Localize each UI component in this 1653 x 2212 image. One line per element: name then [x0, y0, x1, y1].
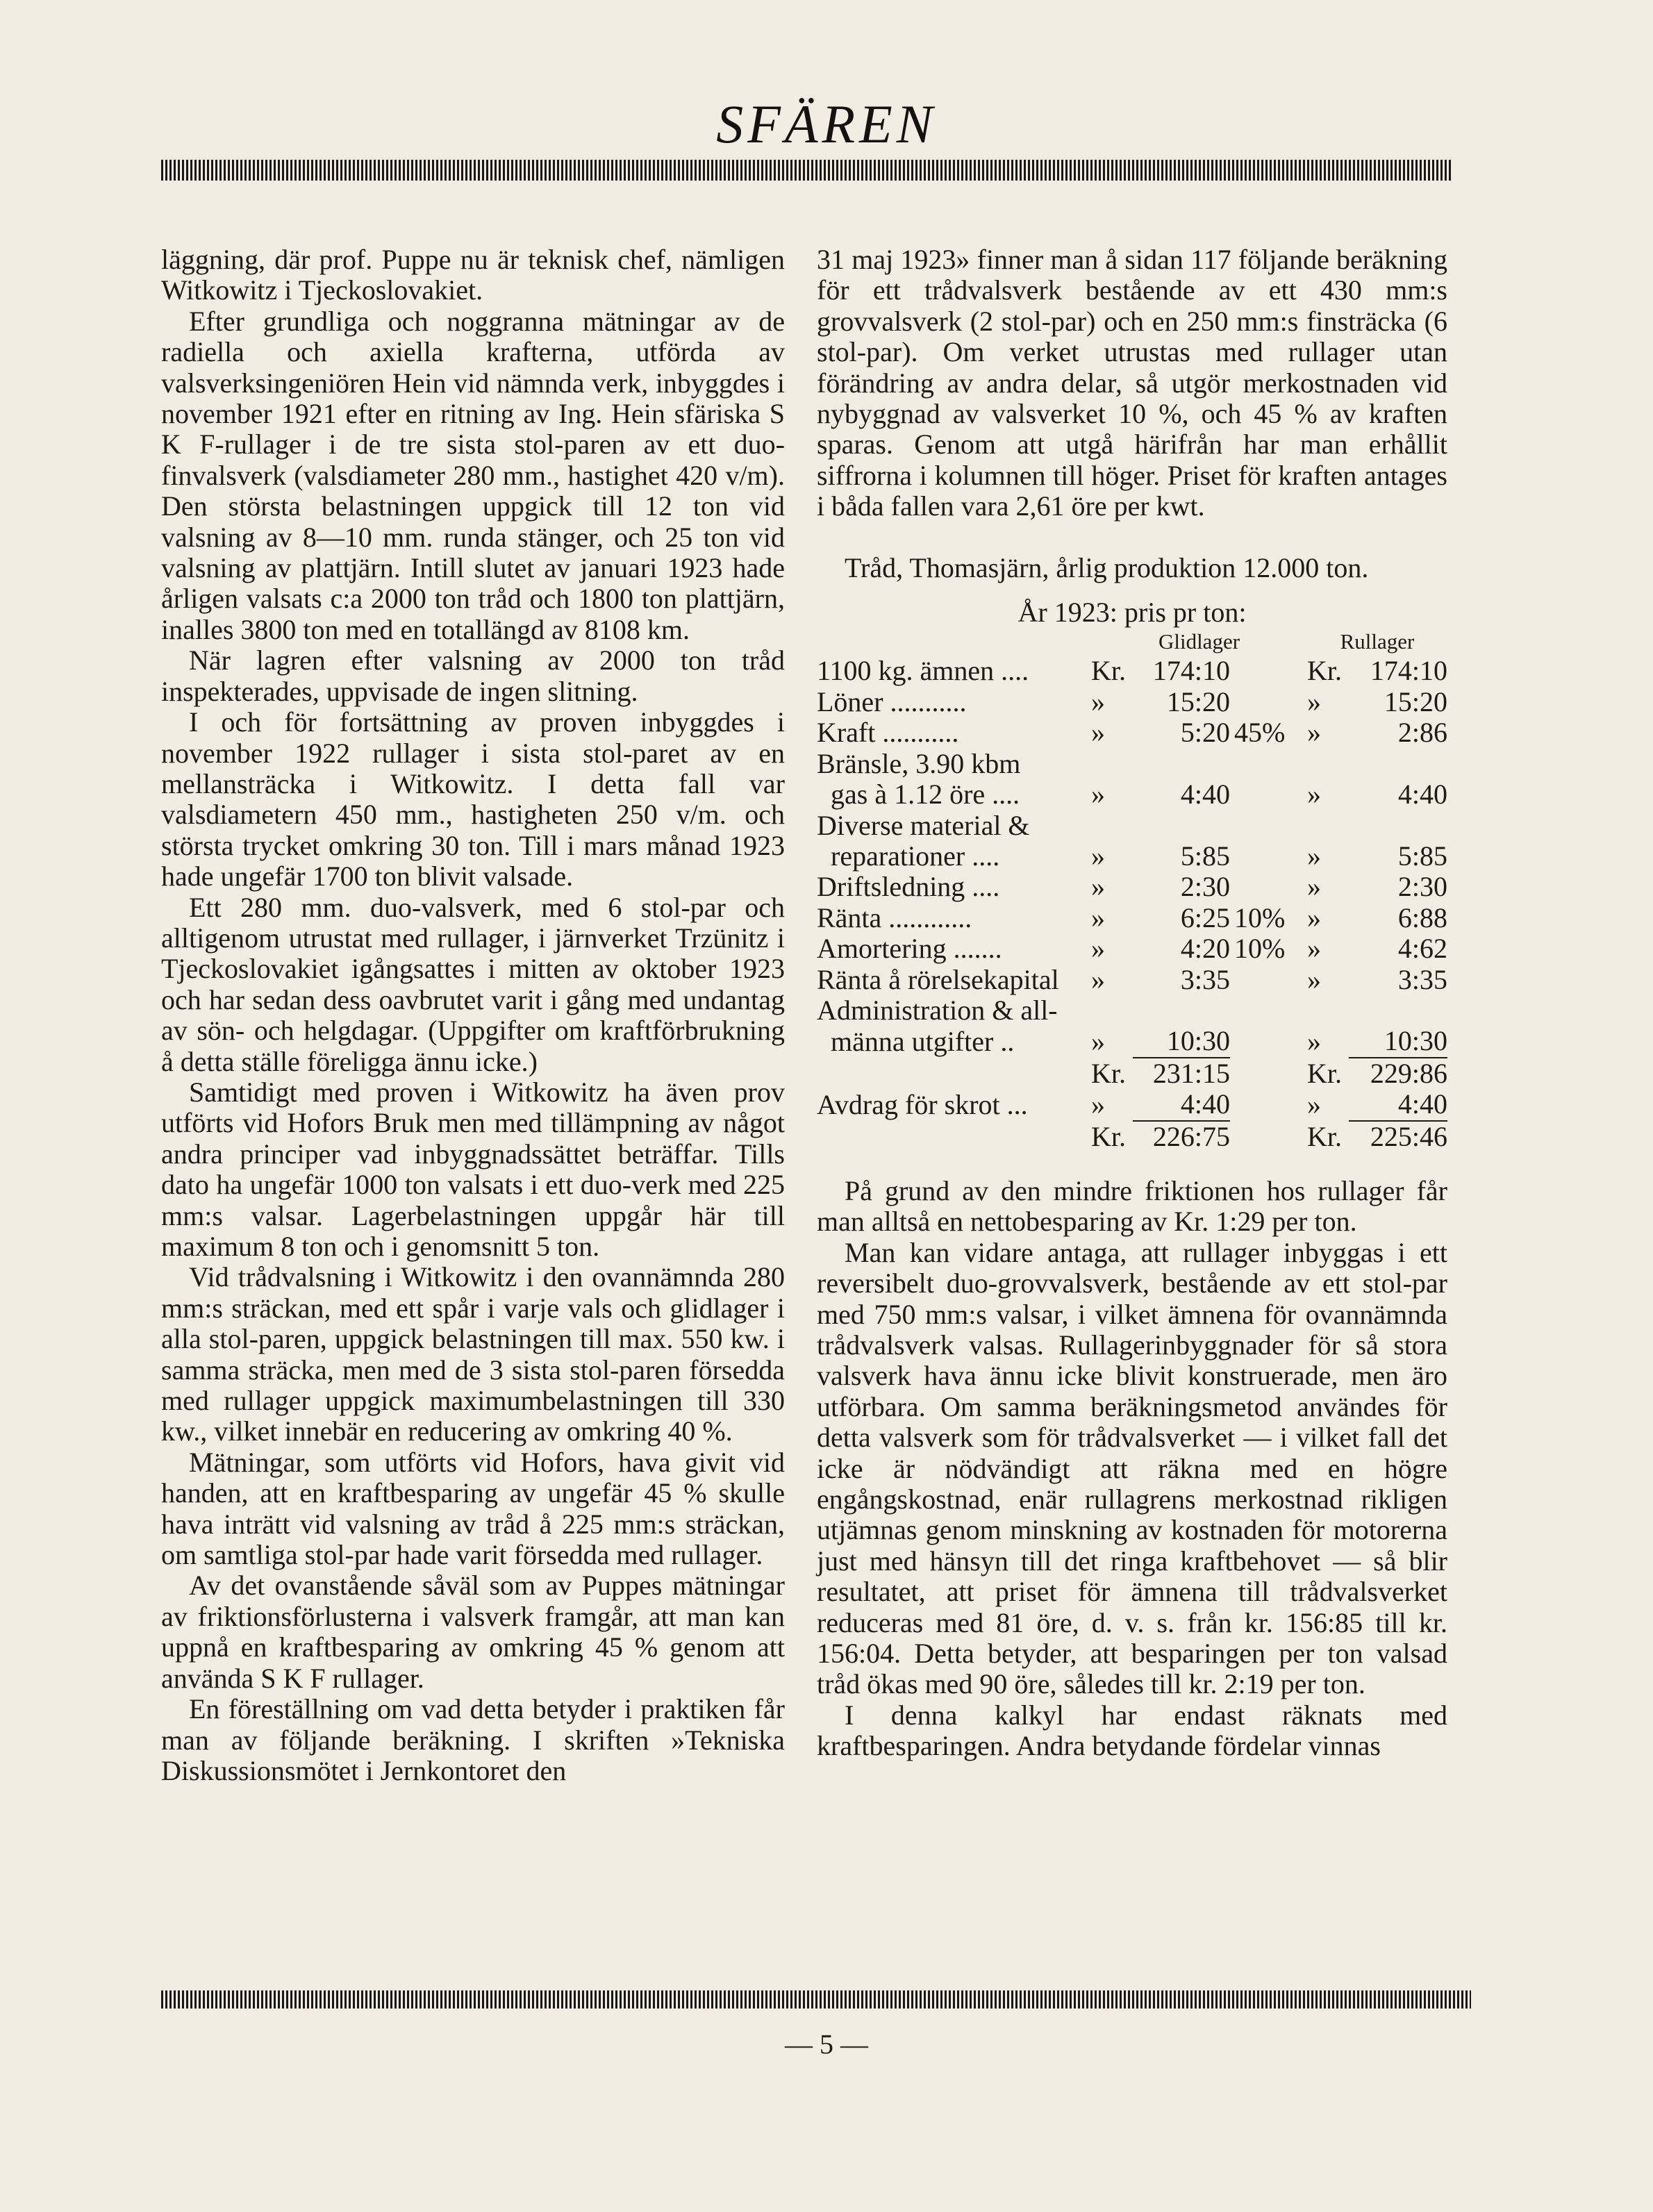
top-rule [161, 160, 1453, 181]
table-header-row [817, 628, 1447, 656]
value-rullager: 225:46 [1370, 1120, 1447, 1152]
paragraph: Ett 280 mm. duo-valsverk, med 6 stol-par och alltigenom utrustat med rullager, i järnverket Trzünitz i Tjeckoslovakiet igångsattes i mitten av oktober 1923 och har sedan dess oavbrutet varit i gång med undantag av sön- och helgdagar. (Uppgifter om kraftförbrukning å detta ställe föreligga ännu icke.) [161, 891, 785, 1077]
percent-note [1230, 1058, 1307, 1089]
percent-note: 10% [1234, 933, 1286, 965]
table-row [817, 810, 1447, 841]
row-label: Bränsle, 3.90 kbm [817, 747, 1021, 779]
currency-rullager: » [1307, 1026, 1321, 1058]
table-row [817, 1026, 1447, 1057]
value-glidlager: 4:20 [1180, 933, 1230, 965]
currency-rullager [1307, 749, 1349, 779]
value-rullager: 2:30 [1397, 871, 1447, 903]
value-glidlager: 4:40 [1180, 779, 1230, 810]
currency-rullager: » [1307, 963, 1321, 995]
currency-glidlager: » [1091, 1089, 1105, 1121]
currency-glidlager: » [1091, 963, 1105, 995]
paragraph: läggning, där prof. Puppe nu är teknisk chef, nämligen Witkowitz i Tjeckoslovakiet. [161, 244, 785, 306]
paragraph: Efter grundliga och noggranna mätningar av de radiella och axiella krafterna, utförda av valsverksingeniören Hein vid nämnda verk, inbyggdes i november 1921 efter en ritning av Ing. Hein sfäriska S K F-rullager i de tre sista stol-paren av ett duo-finvalsverk (valsdiameter 280 mm., hastighet 420 v/m). Den största belastningen uppgick till 12 ton vid valsning av 8—10 mm. runda stänger, och 25 ton vid valsning av plattjärn. Intill slutet av januari 1923 hade årligen valsats c:a 2000 ton tråd och 1800 ton plattjärn, inalles 3800 ton med en totallängd av 8108 km. [161, 305, 785, 645]
row-label: Kraft ........... [817, 717, 959, 749]
table-row [817, 965, 1447, 995]
currency-rullager: Kr. [1307, 1057, 1342, 1089]
value-rullager: 4:40 [1397, 779, 1447, 810]
table-row [817, 1121, 1447, 1152]
paragraph: Man kan vidare antaga, att rullager inbyggas i ett reversibelt duo-grovvalsverk, bestående av ett stol-par med 750 mm:s valsar, i vilket ämnena för ovannämnda trådvalsverk valsas. Rullagerinbyggnader för så stora valsverk hava ännu icke blivit konstruerade, men äro utförbara. Om samma beräkningsmetod användes för detta valsverk som för trådvalsverket — i vilket fall det icke är nödvändigt att räkna med en högre engångskostnad, enär rullagrens merkostnad rikligen utjämnas genom minskning av kostnaden för motorerna just med hänsyn till det ringa kraftbehovet — så blir resultatet, att priset för ämnena till trådvalsverket reduceras med 81 öre, d. v. s. från kr. 156:85 till kr. 156:04. Detta betyder, att besparingen per ton valsad tråd ökas med 90 öre, således till kr. 2:19 per ton. [817, 1236, 1447, 1700]
paragraph: Mätningar, som utförts vid Hofors, hava givit vid handen, att en kraftbesparing av ungefär 45 % skulle hava inträtt vid valsning av tråd å 225 mm:s sträckan, om samtliga stol-par hade varit försedda med rullager. [161, 1446, 785, 1571]
paragraph: I och för fortsättning av proven inbyggdes i november 1922 rullager i sista stol-paret av en mellansträcka i Witkowitz. I detta fall var valsdiametern 450 mm., hastigheten 250 v/m. och största trycket omkring 30 ton. Till i mars månad 1923 hade ungefär 1700 ton blivit valsade. [161, 706, 785, 892]
currency-glidlager: » [1091, 685, 1105, 717]
row-label: reparationer .... [817, 840, 1000, 872]
table-subcaption: År 1923: pris pr ton: [1017, 597, 1247, 629]
currency-glidlager: » [1091, 717, 1105, 749]
value-rullager: 15:20 [1384, 685, 1447, 717]
percent-note: 10% [1234, 901, 1286, 933]
value-rullager: 2:86 [1397, 717, 1447, 749]
value-glidlager [1133, 749, 1230, 779]
percent-note [1230, 1089, 1307, 1120]
currency-rullager: » [1307, 871, 1321, 903]
table-row [817, 717, 1447, 748]
paragraph: Av det ovanstående såväl som av Puppes mätningar av friktionsförlusterna i valsverk framgår, att man kan uppnå en kraftbesparing av omkring 45 % genom att använda S K F rullager. [161, 1570, 785, 1694]
value-rullager [1349, 749, 1447, 779]
table-row [817, 779, 1447, 810]
value-glidlager [1133, 810, 1230, 841]
currency-glidlager: » [1091, 901, 1105, 933]
page-number: — 5 — [785, 2029, 868, 2060]
table-row [817, 1058, 1447, 1089]
paragraph: På grund av den mindre friktionen hos rullager får man alltså en nettobesparing av Kr. 1:29 per ton. [817, 1174, 1447, 1238]
value-rullager [1349, 810, 1447, 841]
value-glidlager: 5:20 [1180, 717, 1230, 749]
currency-glidlager: » [1091, 1026, 1105, 1058]
value-glidlager: 6:25 [1180, 901, 1230, 933]
percent-note [1230, 872, 1307, 902]
row-label: männa utgifter .. [817, 1026, 1015, 1058]
value-glidlager: 3:35 [1180, 963, 1230, 995]
masthead-title: SFÄREN [716, 94, 937, 154]
value-glidlager: 5:85 [1180, 840, 1230, 872]
bottom-rule [161, 1990, 1471, 2009]
percent-note [1230, 841, 1307, 872]
currency-rullager: » [1307, 685, 1321, 717]
currency-glidlager [1091, 995, 1133, 1026]
value-rullager [1349, 995, 1447, 1026]
value-rullager: 4:62 [1397, 933, 1447, 965]
value-glidlager: 226:75 [1152, 1120, 1230, 1152]
currency-rullager: » [1307, 779, 1321, 810]
percent-note [1230, 965, 1307, 995]
currency-glidlager: Kr. [1091, 655, 1126, 687]
percent-note: 45% [1234, 717, 1286, 749]
currency-glidlager [1091, 810, 1133, 841]
table-row [817, 872, 1447, 902]
table-row [817, 841, 1447, 872]
percent-note [1230, 687, 1307, 717]
value-rullager: 10:30 [1349, 1026, 1447, 1057]
value-glidlager [1133, 995, 1230, 1026]
table-row [817, 933, 1447, 964]
row-label: gas à 1.12 öre .... [817, 779, 1020, 810]
value-rullager: 229:86 [1370, 1057, 1447, 1089]
cost-table [817, 628, 1447, 1152]
currency-glidlager [1091, 749, 1133, 779]
currency-glidlager: Kr. [1091, 1120, 1126, 1152]
percent-note [1230, 749, 1307, 779]
currency-glidlager: » [1091, 779, 1105, 810]
currency-rullager [1307, 995, 1349, 1026]
percent-note [1230, 656, 1307, 686]
table-row [817, 903, 1447, 933]
percent-note [1230, 995, 1307, 1026]
paragraph: En föreställning om vad detta betyder i praktiken får man av följande beräkning. I skriften »Tekniska Diskussionsmötet i Jernkontoret den [161, 1693, 785, 1786]
paragraph: Vid trådvalsning i Witkowitz i den ovannämnda 280 mm:s sträckan, med ett spår i varje vals och glidlager i alla stol-paren, uppgick belastningen till max. 550 kw. i samma sträcka, men med de 3 sista stol-paren försedda med rullager uppgick maximumbelastningen till 330 kw., vilket innebär en reducering av omkring 40 %. [161, 1261, 785, 1447]
row-label: 1100 kg. ämnen .... [817, 655, 1029, 687]
currency-rullager: » [1307, 840, 1321, 872]
value-rullager: 5:85 [1397, 840, 1447, 872]
paragraph: 31 maj 1923» finner man å sidan 117 följande beräkning för ett trådvalsverk bestående av ett 430 mm:s grovvalsverk (2 stol-par) och en 250 mm:s finsträcka (6 stol-par). Om verket utrustas med rullager utan förändring av andra delar, så utgör merkostnaden vid nybyggnad av valsverket 10 %, och 45 % av kraften sparas. Genom att utgå härifrån har man erhållit siffrorna i kolumnen till höger. Priset för kraften antages i båda fallen vara 2,61 öre per kwt. [817, 244, 1447, 522]
left-column [161, 244, 785, 1786]
value-rullager: 4:40 [1349, 1089, 1447, 1120]
row-label: Driftsledning .... [817, 871, 1000, 903]
currency-glidlager: » [1091, 933, 1105, 965]
currency-rullager: Kr. [1307, 1120, 1342, 1152]
row-label: Ränta ............ [817, 901, 972, 933]
row-label: Avdrag för skrot ... [817, 1089, 1028, 1121]
table-row [817, 687, 1447, 717]
value-glidlager: 15:20 [1166, 685, 1230, 717]
value-glidlager: 231:15 [1152, 1057, 1230, 1089]
value-rullager: 6:88 [1397, 901, 1447, 933]
row-label: Ränta å rörelsekapital [817, 963, 1059, 995]
column-header-rullager: Rullager [1340, 629, 1415, 654]
column-header-glidlager: Glidlager [1158, 629, 1240, 654]
currency-glidlager: » [1091, 840, 1105, 872]
currency-glidlager: » [1091, 871, 1105, 903]
value-rullager: 174:10 [1370, 655, 1447, 687]
currency-glidlager: Kr. [1091, 1057, 1126, 1089]
percent-note [1230, 779, 1307, 810]
row-label [817, 1058, 1091, 1089]
right-column [817, 244, 1447, 1762]
currency-rullager: » [1307, 717, 1321, 749]
currency-rullager: » [1307, 1089, 1321, 1121]
value-rullager: 3:35 [1397, 963, 1447, 995]
table-row [817, 749, 1447, 779]
percent-note [1230, 810, 1307, 841]
currency-rullager: » [1307, 933, 1321, 965]
table-caption: Tråd, Thomasjärn, årlig produktion 12.000 ton. [845, 551, 1369, 583]
paragraph: I denna kalkyl har endast räknats med kraftbesparingen. Andra betydande fördelar vinnas [817, 1699, 1447, 1762]
row-label [817, 1121, 1091, 1152]
table-row [817, 995, 1447, 1026]
value-glidlager: 4:40 [1133, 1089, 1230, 1120]
value-glidlager: 10:30 [1133, 1026, 1230, 1057]
percent-note [1230, 1026, 1307, 1057]
currency-rullager: » [1307, 901, 1321, 933]
percent-note [1230, 1121, 1307, 1152]
table-row [817, 656, 1447, 686]
value-glidlager: 174:10 [1152, 655, 1230, 687]
paragraph: När lagren efter valsning av 2000 ton tråd inspekterades, uppvisade de ingen slitning. [161, 645, 785, 707]
currency-rullager [1307, 810, 1349, 841]
row-label: Diverse material & [817, 809, 1030, 841]
currency-rullager: Kr. [1307, 655, 1342, 687]
row-label: Amortering ....... [817, 933, 1002, 965]
paragraph: Samtidigt med proven i Witkowitz ha även prov utförts vid Hofors Bruk men med tillämpning av något andra principer vad inbyggnadssättet beträffar. Tills dato ha ungefär 1000 ton valsats i ett duo-verk med 225 mm:s valsar. Lagerbelastningen uppgår här till maximum 8 ton och i genomsnitt 5 ton. [161, 1076, 785, 1262]
row-label: Administration & all- [817, 994, 1058, 1026]
row-label: Löner ........... [817, 685, 967, 717]
value-glidlager: 2:30 [1180, 871, 1230, 903]
table-row [817, 1089, 1447, 1120]
